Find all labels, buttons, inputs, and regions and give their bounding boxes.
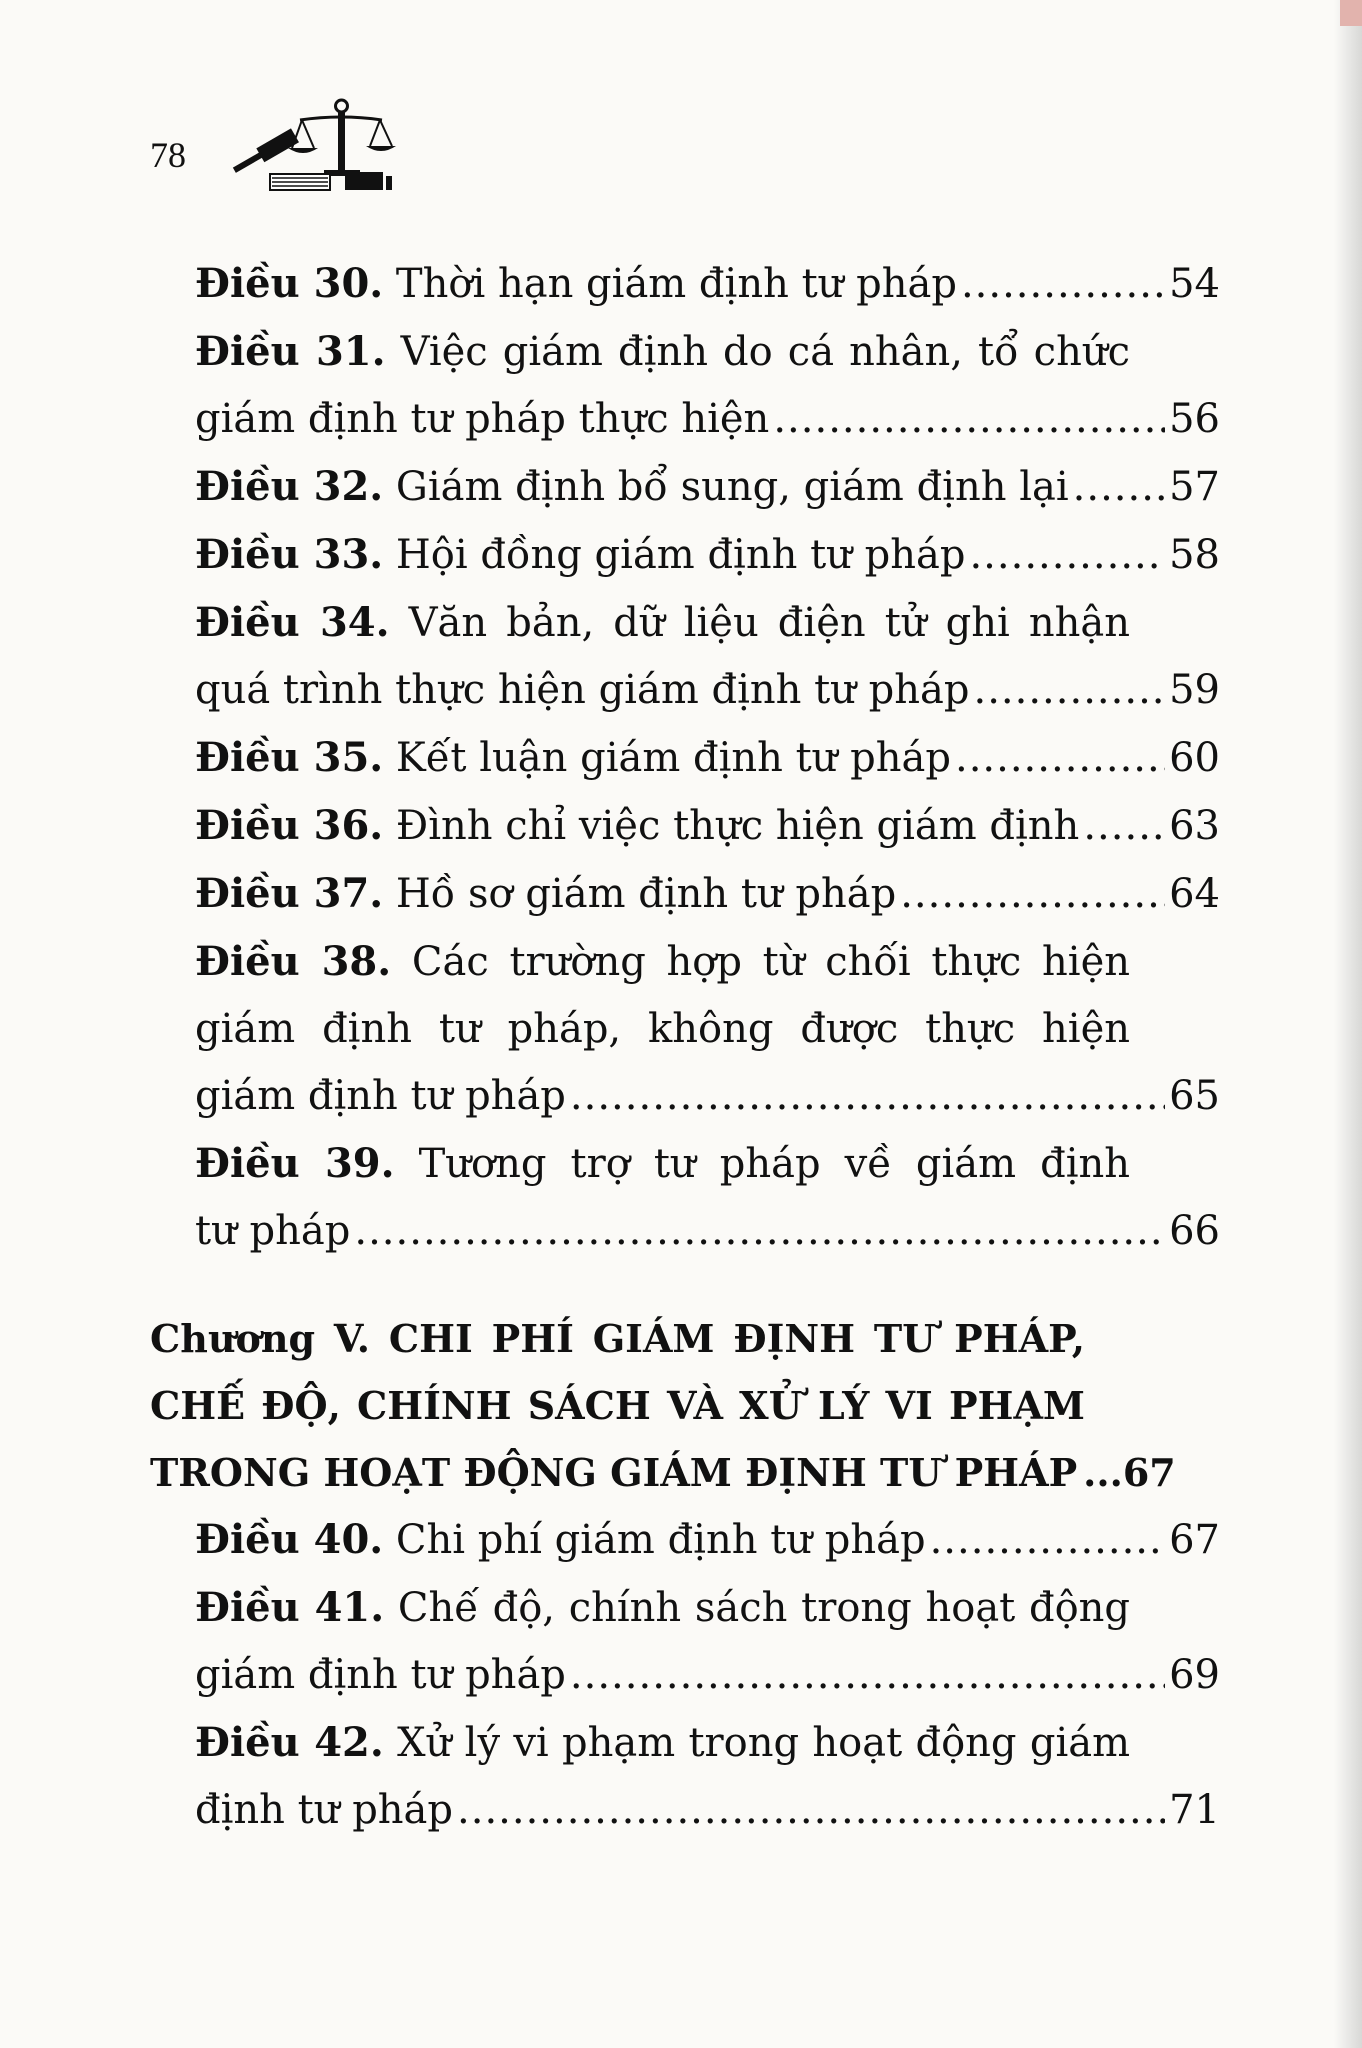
table-of-contents (150, 250, 1220, 1844)
toc-entry (195, 860, 1220, 928)
toc-entry-text: Tương trợ tư pháp về giám định (418, 1141, 1131, 1187)
toc-entry-text: Hồ sơ giám định tư pháp (395, 871, 897, 917)
toc-entry-line (195, 928, 1130, 996)
toc-page-number: 67 (1169, 1517, 1220, 1563)
toc-entry-text: Việc giám định do cá nhân, tổ chức (400, 329, 1131, 375)
toc-entry (195, 1506, 1220, 1574)
toc-article-number: Điều 30. (195, 260, 384, 307)
toc-entry-text: Giám định bổ sung, giám định lại (395, 464, 1069, 510)
toc-page-number: 57 (1169, 464, 1220, 510)
toc-entry-title (195, 453, 1069, 521)
toc-leader-dots (969, 522, 1165, 589)
toc-entry (195, 318, 1220, 453)
page-number: 78 (150, 135, 186, 175)
toc-page-number: 56 (1169, 396, 1220, 442)
toc-entry-title (195, 1063, 566, 1130)
toc-entry-last-line (195, 1063, 1220, 1130)
scales-of-justice-with-gavel-icon (220, 92, 420, 192)
toc-entry-title (195, 657, 969, 724)
toc-entry-title (195, 250, 957, 318)
toc-entry-last-line (195, 724, 1220, 792)
toc-entry-line (195, 1709, 1130, 1777)
page-header (150, 92, 450, 202)
toc-leader-dots (955, 725, 1165, 792)
toc-leader-dots (570, 1063, 1165, 1130)
toc-entry-last-line (195, 250, 1220, 318)
toc-article-number: Điều 37. (195, 870, 384, 917)
toc-entry-line (195, 589, 1130, 657)
toc-entry-last-line (195, 1198, 1220, 1265)
toc-leader-dots (900, 861, 1165, 928)
toc-entry-title (195, 1777, 453, 1844)
toc-entry-last-line (195, 860, 1220, 928)
toc-entry (195, 521, 1220, 589)
toc-page-number: 60 (1169, 735, 1220, 781)
toc-entry-last-line (195, 1506, 1220, 1574)
toc-page-number: 54 (1169, 261, 1220, 307)
page-edge (1334, 0, 1362, 2048)
toc-article-number: Điều 38. (195, 938, 392, 985)
toc-entry-text: Xử lý vi phạm trong hoạt động giám (397, 1720, 1131, 1766)
toc-article-number: Điều 41. (195, 1584, 385, 1631)
toc-page-number: 58 (1169, 532, 1220, 578)
toc-leader-dots (570, 1642, 1165, 1709)
toc-entry-title (195, 724, 951, 792)
toc-chapter-title: TRONG HOẠT ĐỘNG GIÁM ĐỊNH TƯ PHÁP (150, 1450, 1078, 1495)
toc-entry-last-line (195, 386, 1220, 453)
toc-entry-text: giám định tư pháp, không được thực hiện (195, 1006, 1130, 1052)
toc-entry-last-line (195, 453, 1220, 521)
toc-article-number: Điều 42. (195, 1719, 384, 1766)
toc-leader-dots (457, 1777, 1165, 1844)
toc-leader-dots (961, 251, 1165, 318)
toc-entry-title (195, 521, 965, 589)
toc-entry-text: giám định tư pháp (195, 1073, 566, 1119)
toc-leader-dots (354, 1198, 1165, 1265)
toc-entry-text: Đình chỉ việc thực hiện giám định (395, 803, 1080, 849)
toc-entry-last-line (195, 657, 1220, 724)
toc-entry-last-line (195, 521, 1220, 589)
toc-entry-text: Thời hạn giám định tư pháp (395, 261, 957, 307)
toc-page-number: 59 (1169, 667, 1220, 713)
toc-entry-line (195, 1130, 1130, 1198)
toc-article-number: Điều 40. (195, 1516, 384, 1563)
toc-leader-dots (1073, 454, 1165, 521)
toc-entry-title (195, 860, 896, 928)
toc-page-number: 65 (1169, 1073, 1220, 1119)
toc-entry-last-line (195, 1777, 1220, 1844)
toc-chapter-last-line (150, 1439, 1175, 1506)
toc-entry (195, 589, 1220, 724)
toc-article-number: Điều 34. (195, 599, 390, 646)
toc-entry-text: Chi phí giám định tư pháp (395, 1517, 926, 1563)
toc-entry (195, 724, 1220, 792)
toc-entry-line (195, 318, 1130, 386)
toc-article-number: Điều 36. (195, 802, 384, 849)
toc-chapter-heading (150, 1305, 1175, 1506)
toc-article-number: Điều 31. (195, 328, 386, 375)
toc-leader-dots (773, 386, 1165, 453)
toc-entry (195, 792, 1220, 860)
toc-entry-text: Kết luận giám định tư pháp (395, 735, 951, 781)
toc-entry (195, 1574, 1220, 1709)
page-edge-mark (1340, 0, 1362, 26)
toc-entry-title (195, 1642, 566, 1709)
toc-page-number: 66 (1169, 1208, 1220, 1254)
toc-article-number: Điều 35. (195, 734, 384, 781)
toc-page-number: 71 (1169, 1787, 1220, 1833)
toc-entry-title (195, 1198, 350, 1265)
toc-entry-text: tư pháp (195, 1208, 351, 1254)
toc-page-number: 64 (1169, 871, 1220, 917)
toc-entry-line (195, 1574, 1130, 1642)
toc-article-number: Điều 32. (195, 463, 384, 510)
toc-entry-title (195, 1506, 926, 1574)
toc-leader-dots (930, 1507, 1166, 1574)
toc-page-number: 63 (1169, 803, 1220, 849)
toc-entry-text: Hội đồng giám định tư pháp (395, 532, 966, 578)
toc-entry-last-line (195, 1642, 1220, 1709)
toc-entry-title (195, 386, 769, 453)
toc-page-number: 69 (1169, 1652, 1220, 1698)
toc-entry (195, 928, 1220, 1130)
toc-article-number: Điều 39. (195, 1140, 395, 1187)
toc-chapter-line: CHẾ ĐỘ, CHÍNH SÁCH VÀ XỬ LÝ VI PHẠM (150, 1383, 1085, 1428)
toc-entry-line (195, 996, 1130, 1063)
toc-leader-dots (973, 657, 1165, 724)
toc-chapter-line: Chương V. CHI PHÍ GIÁM ĐỊNH TƯ PHÁP, (150, 1316, 1085, 1361)
toc-entry-text: định tư pháp (195, 1787, 454, 1833)
toc-entry (195, 1709, 1220, 1844)
toc-entry (195, 250, 1220, 318)
toc-entry (195, 1130, 1220, 1265)
toc-article-number: Điều 33. (195, 531, 384, 578)
toc-entry-text: giám định tư pháp thực hiện (195, 396, 770, 442)
toc-entry-text: Các trường hợp từ chối thực hiện (411, 939, 1131, 985)
toc-entry-text: giám định tư pháp (195, 1652, 566, 1698)
toc-entry-text: Chế độ, chính sách trong hoạt động (397, 1585, 1131, 1631)
toc-entry-text: Văn bản, dữ liệu điện tử ghi nhận (408, 600, 1131, 646)
toc-entry-last-line (195, 792, 1220, 860)
toc-entry (195, 453, 1220, 521)
toc-leader-dots: ... (1083, 1450, 1123, 1495)
toc-entry-text: quá trình thực hiện giám định tư pháp (195, 667, 970, 713)
toc-page-number: 67 (1122, 1450, 1176, 1495)
toc-leader-dots (1083, 793, 1165, 860)
toc-entry-title (195, 792, 1079, 860)
